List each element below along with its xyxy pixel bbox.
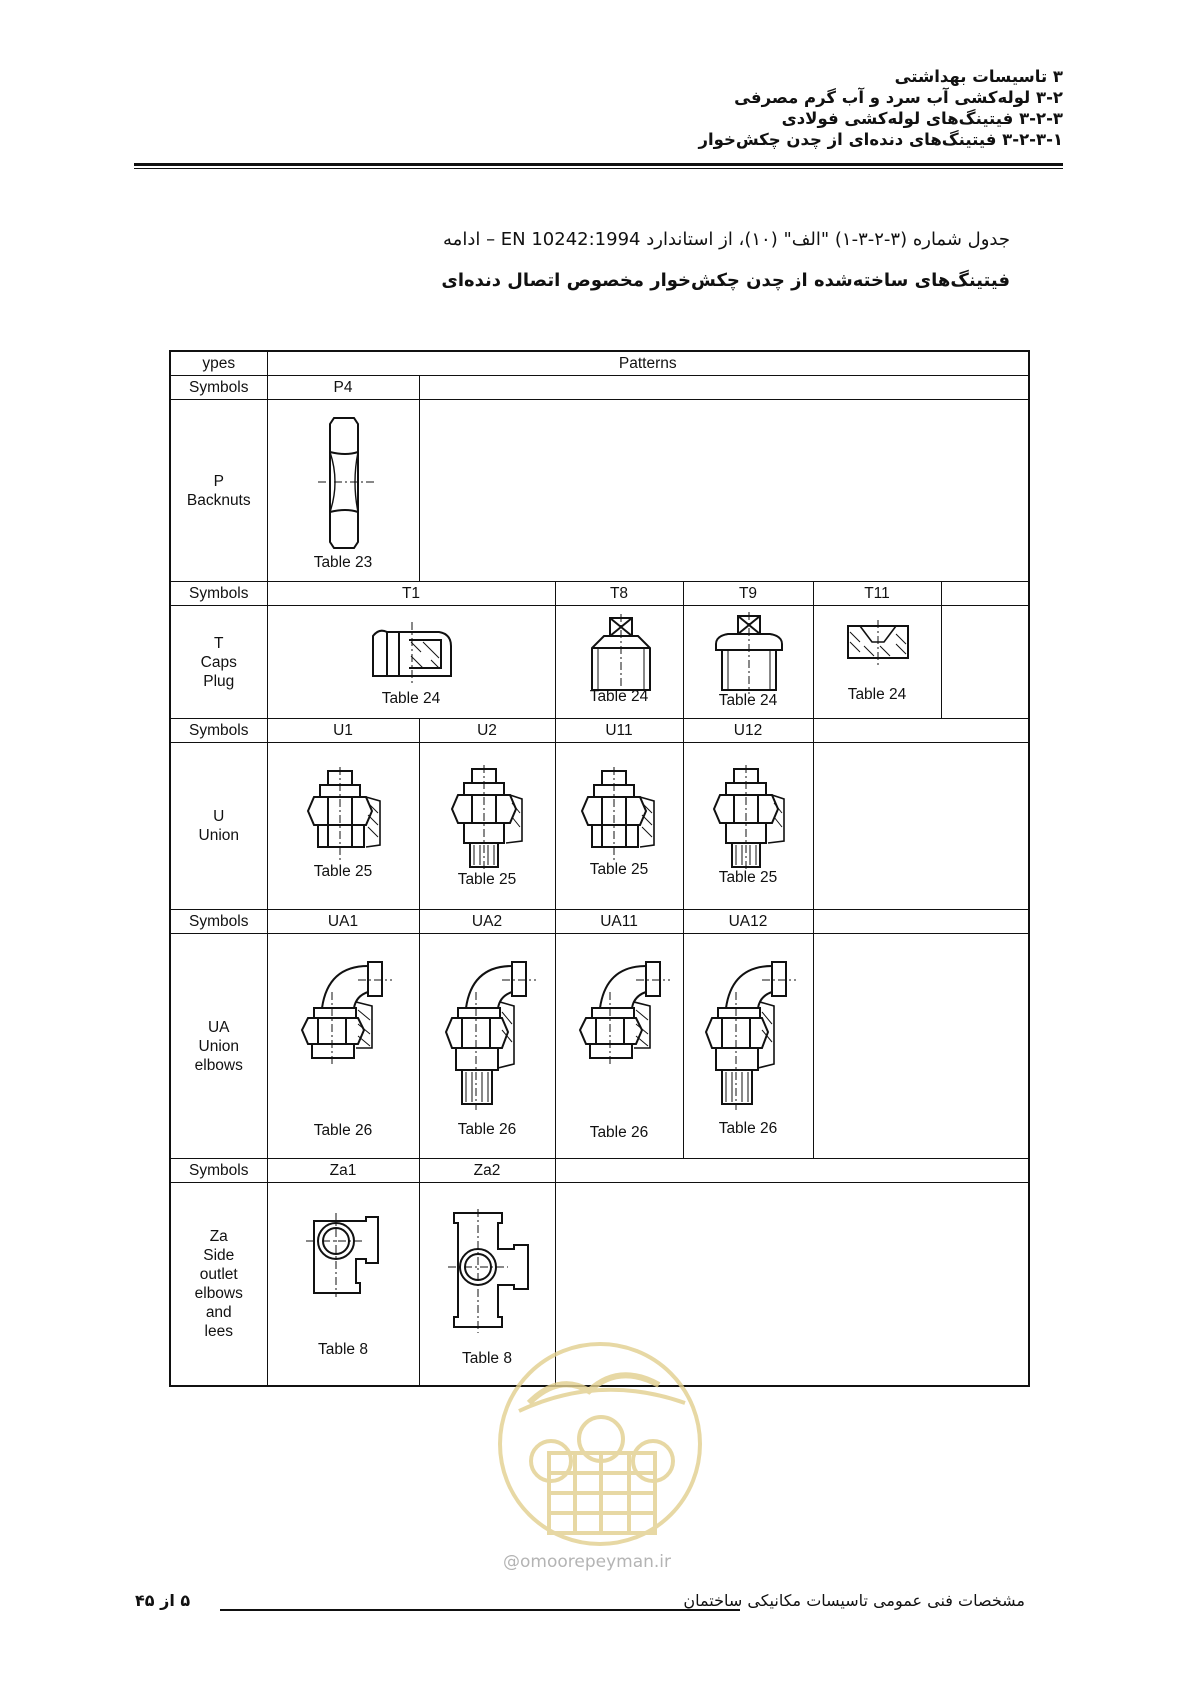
union-drawing-icon: [580, 767, 660, 861]
table-ref: Table 26: [589, 1124, 649, 1141]
footer-title: مشخصات فنی عمومی تاسیسات مکانیکی ساختمان: [683, 1591, 1025, 1610]
header-line-2: ۳-۲ لوله‌کشی آب سرد و آب گرم مصرفی: [734, 88, 1063, 107]
table-header-row: [170, 351, 1029, 376]
backnut-drawing-icon: [316, 412, 376, 554]
symbol-u2: U2: [419, 719, 555, 743]
col-patterns-header: Patterns: [267, 351, 1029, 376]
caption-prefix: جدول شماره (۳-۲-۳-۱) "الف" (۱۰)، از استاندارد: [646, 229, 1010, 250]
pattern-cell-ua1: [267, 934, 419, 1159]
type-label-caps-plug: T Caps Plug: [170, 606, 267, 719]
symbols-label: Symbols: [170, 1159, 267, 1183]
type-label-union-elbows: UA Union elbows: [170, 934, 267, 1159]
pattern-row-u: [170, 743, 1029, 910]
pattern-cell-u12: [683, 743, 813, 910]
cap-drawing-icon: [369, 622, 455, 684]
symbol-u1: U1: [267, 719, 419, 743]
symbols-label: Symbols: [170, 582, 267, 606]
pattern-cell-u11: [555, 743, 683, 910]
footer-rule: [220, 1609, 740, 1611]
page-number: ۵ از ۴۵: [135, 1591, 191, 1610]
pattern-cell-za1: [267, 1183, 419, 1387]
header-rule-thick: [134, 163, 1063, 166]
side-outlet-elbow-drawing-icon: [306, 1213, 392, 1297]
header-line-4: ۳-۲-۳-۱ فیتینگ‌های دنده‌ای از چدن چکش‌خوار: [698, 130, 1063, 149]
section-header: [698, 66, 1063, 150]
symbol-u12: U12: [683, 719, 813, 743]
symbols-row-za: [170, 1159, 1029, 1183]
plug-drawing-icon: [586, 614, 656, 694]
table-ref: Table 25: [313, 863, 373, 880]
union-drawing-icon: [712, 765, 790, 871]
symbol-za1: Za1: [267, 1159, 419, 1183]
union-drawing-icon: [306, 767, 386, 863]
symbols-label: Symbols: [170, 376, 267, 400]
watermark-logo-icon: [489, 1333, 711, 1555]
pattern-cell-t11: [813, 606, 941, 719]
table-ref: Table 26: [457, 1121, 517, 1138]
union-elbow-drawing-icon: [442, 952, 538, 1110]
type-label-backnuts: P Backnuts: [170, 400, 267, 582]
symbols-row-u: [170, 719, 1029, 743]
type-label-union: U Union: [170, 743, 267, 910]
symbol-ua11: UA11: [555, 910, 683, 934]
fittings-table: [169, 350, 1030, 1387]
pattern-cell-t1: [267, 606, 555, 719]
caption-standard: EN 10242:1994: [500, 229, 641, 250]
pattern-cell-ua11: [555, 934, 683, 1159]
table-ref: Table 8: [462, 1350, 512, 1367]
table-ref: Table 25: [457, 871, 517, 888]
union-elbow-drawing-icon: [298, 952, 394, 1064]
symbol-ua12: UA12: [683, 910, 813, 934]
header-line-3: ۳-۲-۳ فیتینگ‌های لوله‌کشی فولادی: [781, 109, 1063, 128]
header-rule-thin: [134, 168, 1063, 169]
table-caption: [443, 229, 1010, 250]
symbols-label: Symbols: [170, 719, 267, 743]
symbols-row-ua: [170, 910, 1029, 934]
union-drawing-icon: [450, 765, 528, 871]
pattern-cell-t8: [555, 606, 683, 719]
table-ref: Table 23: [313, 554, 373, 571]
col-types-header: ypes: [170, 351, 267, 376]
table-ref: Table 25: [718, 869, 778, 886]
watermark-site: @omoorepeyman.ir: [503, 1552, 672, 1572]
side-outlet-tee-drawing-icon: [448, 1209, 534, 1333]
pattern-cell-u1: [267, 743, 419, 910]
symbol-ua2: UA2: [419, 910, 555, 934]
plug-drawing-icon: [712, 612, 786, 694]
pattern-row-ua: [170, 934, 1029, 1159]
caption-suffix: – ادامه: [443, 229, 496, 250]
pattern-cell-p4: [267, 400, 419, 582]
table-ref: Table 25: [589, 861, 649, 878]
symbols-row-t: [170, 582, 1029, 606]
pattern-cell-ua2: [419, 934, 555, 1159]
header-line-1: ۳ تاسیسات بهداشتی: [894, 67, 1063, 86]
table-ref: Table 24: [718, 692, 778, 709]
table-ref: Table 24: [589, 688, 649, 705]
union-elbow-drawing-icon: [576, 952, 672, 1064]
symbol-u11: U11: [555, 719, 683, 743]
symbol-t1: T1: [267, 582, 555, 606]
pattern-row-t: [170, 606, 1029, 719]
table-ref: Table 24: [847, 686, 907, 703]
symbol-t8: T8: [555, 582, 683, 606]
symbols-label: Symbols: [170, 910, 267, 934]
pattern-cell-ua12: [683, 934, 813, 1159]
table-ref: Table 26: [313, 1122, 373, 1139]
table-ref: Table 8: [318, 1341, 368, 1358]
plug-drawing-icon: [844, 620, 912, 666]
symbol-ua1: UA1: [267, 910, 419, 934]
table-ref: Table 26: [718, 1120, 778, 1137]
pattern-cell-t9: [683, 606, 813, 719]
symbol-t9: T9: [683, 582, 813, 606]
table-title: فیتینگ‌های ساخته‌شده از چدن چکش‌خوار مخصوص اتصال دنده‌ای: [441, 270, 1010, 291]
symbols-row-p: [170, 376, 1029, 400]
pattern-row-p: [170, 400, 1029, 582]
pattern-cell-u2: [419, 743, 555, 910]
symbol-za2: Za2: [419, 1159, 555, 1183]
type-label-side-outlet: Za Side outlet elbows and lees: [170, 1183, 267, 1387]
symbol-t11: T11: [813, 582, 941, 606]
table-ref: Table 24: [381, 690, 441, 707]
symbol-p4: P4: [267, 376, 419, 400]
union-elbow-drawing-icon: [702, 952, 798, 1110]
